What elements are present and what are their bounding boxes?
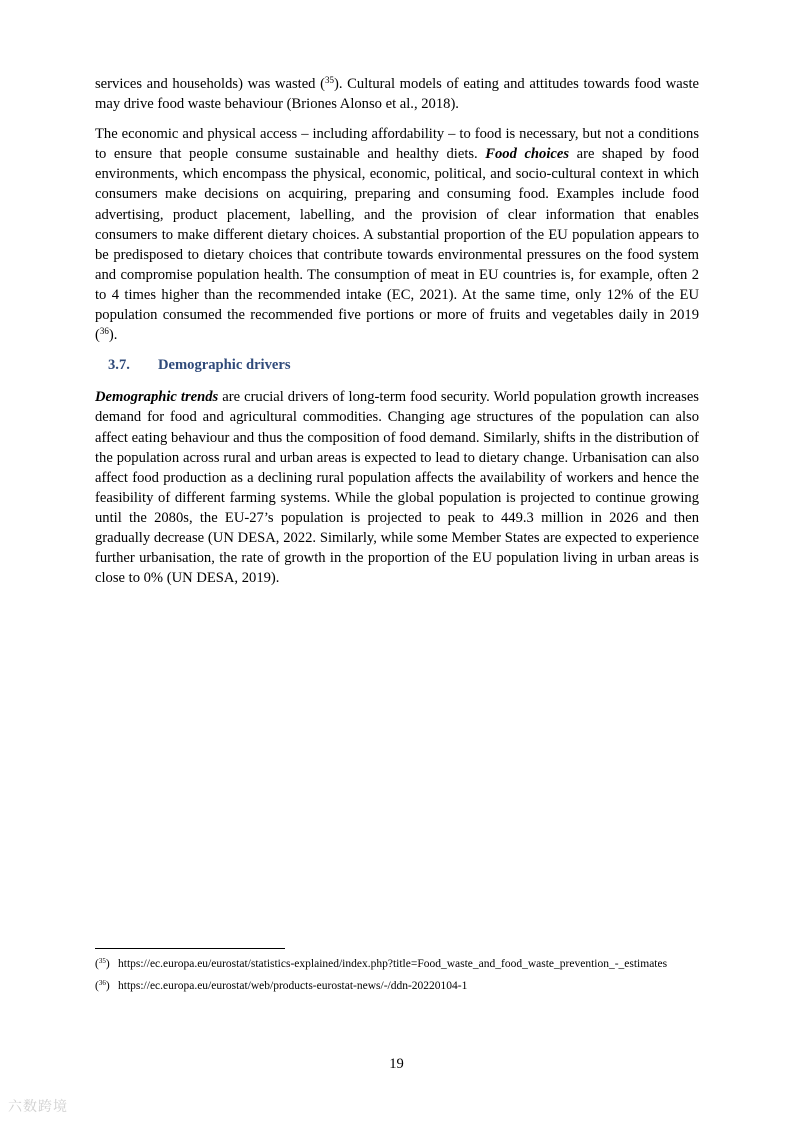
page-number: 19 <box>389 1056 404 1072</box>
paragraph-food-choices <box>95 124 699 345</box>
footnote-separator <box>95 948 285 949</box>
document-body <box>95 74 699 598</box>
paragraph-demographic-trends <box>95 387 699 588</box>
footnote-marker: ($^{35}$) <box>95 957 110 970</box>
paragraph-text: ). Cultural models of eating and attitudes towards food waste may drive food waste behaviour (Briones Alonso et al., 2018). <box>95 76 699 113</box>
footnote-link[interactable]: https://ec.europa.eu/eurostat/web/products-eurostat-news/-/ddn-20220104-1 <box>118 980 468 992</box>
paragraph-food-waste <box>95 74 699 114</box>
footnote-reference-35[interactable]: 35 <box>325 75 335 85</box>
emphasis-food-choices: Food choices <box>485 146 570 163</box>
footnotes <box>95 956 699 1000</box>
section-title: Demographic drivers <box>158 357 291 374</box>
watermark-logo: 六数跨境 <box>8 1099 68 1115</box>
emphasis-demographic-trends: Demographic trends <box>95 389 219 406</box>
section-heading <box>95 355 699 375</box>
footnote-marker: ($^{36}$) <box>95 979 110 992</box>
footnote-35 <box>95 956 699 972</box>
paragraph-text: are shaped by food environments, which encompass the physical, economic, political, and socio-cultural context in which consumers make decisions on acquiring, preparing and consuming food. Examples include food advertising, product placement, labelling, and the provision of clear information that enables consumers to make different dietary choices. A substantial proportion of the EU population appears to be predisposed to dietary choices that contribute towards environmental pressures on the food system and compromise population health. The consumption of meat in EU countries is, for example, often 2 to 4 times higher than the recommended intake (EC, 2021). At the same time, only 12% of the EU population consumed the recommended five portions or more of fruits and vegetables daily in 2019 ( <box>95 146 699 344</box>
section-number: 3.7. <box>108 357 130 374</box>
footnote-link[interactable]: https://ec.europa.eu/eurostat/statistics-explained/index.php?title=Food_waste_and_food_waste_prevention_-_estimates <box>118 958 668 970</box>
paragraph-text: services and households) was wasted ( <box>95 76 326 92</box>
paragraph-text: The economic and physical access – including affordability – to food is necessary, but not a conditions to ensure that people consume sustainable and healthy diets. <box>95 126 699 163</box>
footnote-36 <box>95 978 699 994</box>
paragraph-text: are crucial drivers of long-term food security. World population growth increases demand for food and agricultural commodities. Changing age structures of the population can also affect eating behaviour and thus the composition of food demand. Similarly, shifts in the distribution of the population across rural and urban areas is expected to lead to dietary change. Urbanisation can also affect food production as a declining rural population affects the availability of workers and hence the feasibility of different farming systems. While the global population is projected to continue growing until the 2080s, the EU-27’s population is projected to peak to 449.3 million in 2026 and then gradually decrease (UN DESA, 2022. Similarly, while some Member States are expected to experience further urbanisation, the rate of growth in the proportion of the EU population living in urban areas is close to 0% (UN DESA, 2019). <box>95 389 699 587</box>
footnote-reference-36[interactable]: 36 <box>99 326 109 337</box>
paragraph-text: ). <box>108 327 118 344</box>
